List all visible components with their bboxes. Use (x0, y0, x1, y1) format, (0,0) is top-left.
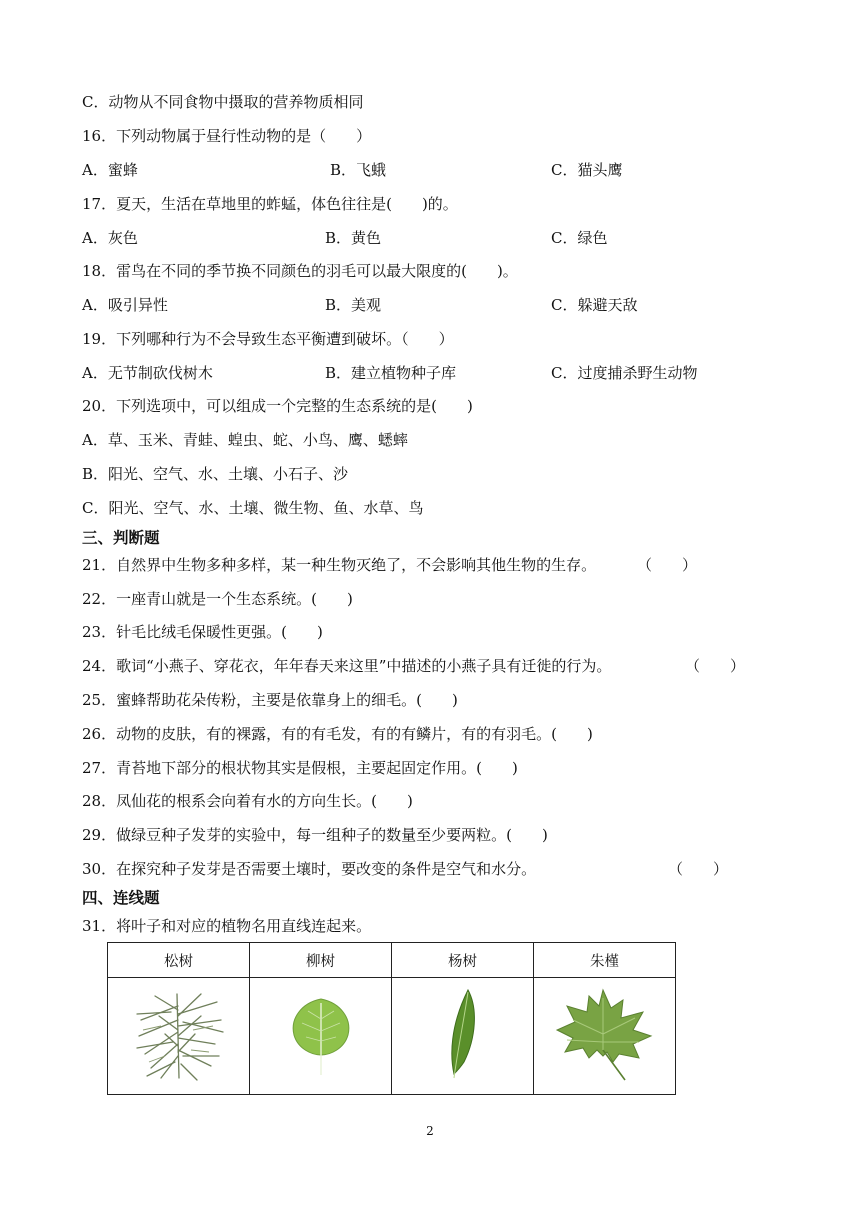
judge-answer-blank: （ ） (637, 556, 698, 574)
section-heading-judge: 三、判断题 (82, 529, 160, 547)
q16-option-a: A．蜜蜂 (82, 161, 138, 179)
leaf-cell (392, 978, 534, 1095)
section-heading-matching: 四、连线题 (82, 889, 160, 907)
pine-needle-icon (131, 986, 227, 1082)
judge-item: 23．针毛比绒毛保暖性更强。( ) (82, 623, 323, 641)
q15-option-c: C．动物从不同食物中摄取的营养物质相同 (82, 93, 364, 111)
q17-option-a: A．灰色 (82, 229, 138, 247)
q19-option-b: B．建立植物种子库 (325, 364, 457, 382)
leaf-cell (250, 978, 392, 1095)
q18-option-b: B．美观 (325, 296, 382, 314)
q18-stem: 18．雷鸟在不同的季节换不同颜色的羽毛可以最大限度的( )。 (82, 262, 518, 280)
judge-item: 22．一座青山就是一个生态系统。( ) (82, 590, 353, 608)
q17-stem: 17．夏天，生活在草地里的蚱蜢，体色往往是( )的。 (82, 195, 458, 213)
leaf-cell (108, 978, 250, 1095)
q20-option-c: C．阳光、空气、水、土壤、微生物、鱼、水草、鸟 (82, 499, 424, 517)
q16-option-c: C．猫头鹰 (551, 161, 623, 179)
plant-name-pine: 松树 (108, 943, 250, 978)
judge-answer-blank: （ ） (668, 860, 729, 878)
q18-option-c: C．躲避天敌 (551, 296, 638, 314)
round-leaf-icon (286, 989, 356, 1079)
judge-item: 26．动物的皮肤，有的裸露，有的有毛发，有的有鳞片，有的有羽毛。( ) (82, 725, 593, 743)
plant-name-poplar: 杨树 (392, 943, 534, 978)
q16-stem: 16．下列动物属于昼行性动物的是（ ） (82, 127, 372, 145)
judge-answer-blank: （ ） (685, 657, 746, 675)
q19-option-a: A．无节制砍伐树木 (82, 364, 213, 382)
judge-item: 30．在探究种子发芽是否需要土壤时，要改变的条件是空气和水分。 (82, 860, 537, 878)
q18-option-a: A．吸引异性 (82, 296, 168, 314)
judge-item: 27．青苔地下部分的根状物其实是假根，主要起固定作用。( ) (82, 759, 518, 777)
q20-option-a: A．草、玉米、青蛙、蝗虫、蛇、小鸟、鹰、蟋蟀 (82, 431, 408, 449)
judge-item: 25．蜜蜂帮助花朵传粉，主要是依靠身上的细毛。( ) (82, 691, 458, 709)
q20-option-b: B．阳光、空气、水、土壤、小石子、沙 (82, 465, 349, 483)
q16-option-b: B．飞蛾 (330, 161, 387, 179)
page-number: 2 (426, 1124, 434, 1138)
plant-name-hibiscus: 朱槿 (534, 943, 676, 978)
q19-stem: 19．下列哪种行为不会导致生态平衡遭到破坏。（ ） (82, 330, 454, 348)
judge-item: 28．凤仙花的根系会向着有水的方向生长。( ) (82, 792, 413, 810)
maple-leaf-icon (553, 984, 657, 1084)
leaf-cell (534, 978, 676, 1095)
q17-option-b: B．黄色 (325, 229, 382, 247)
judge-item: 29．做绿豆种子发芽的实验中，每一组种子的数量至少要两粒。( ) (82, 826, 548, 844)
q19-option-c: C．过度捕杀野生动物 (551, 364, 698, 382)
q17-option-c: C．绿色 (551, 229, 608, 247)
q31-stem: 31．将叶子和对应的植物名用直线连起来。 (82, 917, 372, 935)
q20-stem: 20．下列选项中，可以组成一个完整的生态系统的是( ) (82, 397, 473, 415)
leaf-matching-table (107, 942, 676, 1095)
judge-item: 24．歌词“小燕子、穿花衣，年年春天来这里”中描述的小燕子具有迁徙的行为。 (82, 657, 612, 675)
slender-leaf-icon (438, 986, 488, 1082)
judge-item: 21．自然界中生物多种多样，某一种生物灭绝了，不会影响其他生物的生存。 (82, 556, 597, 574)
plant-name-willow: 柳树 (250, 943, 392, 978)
